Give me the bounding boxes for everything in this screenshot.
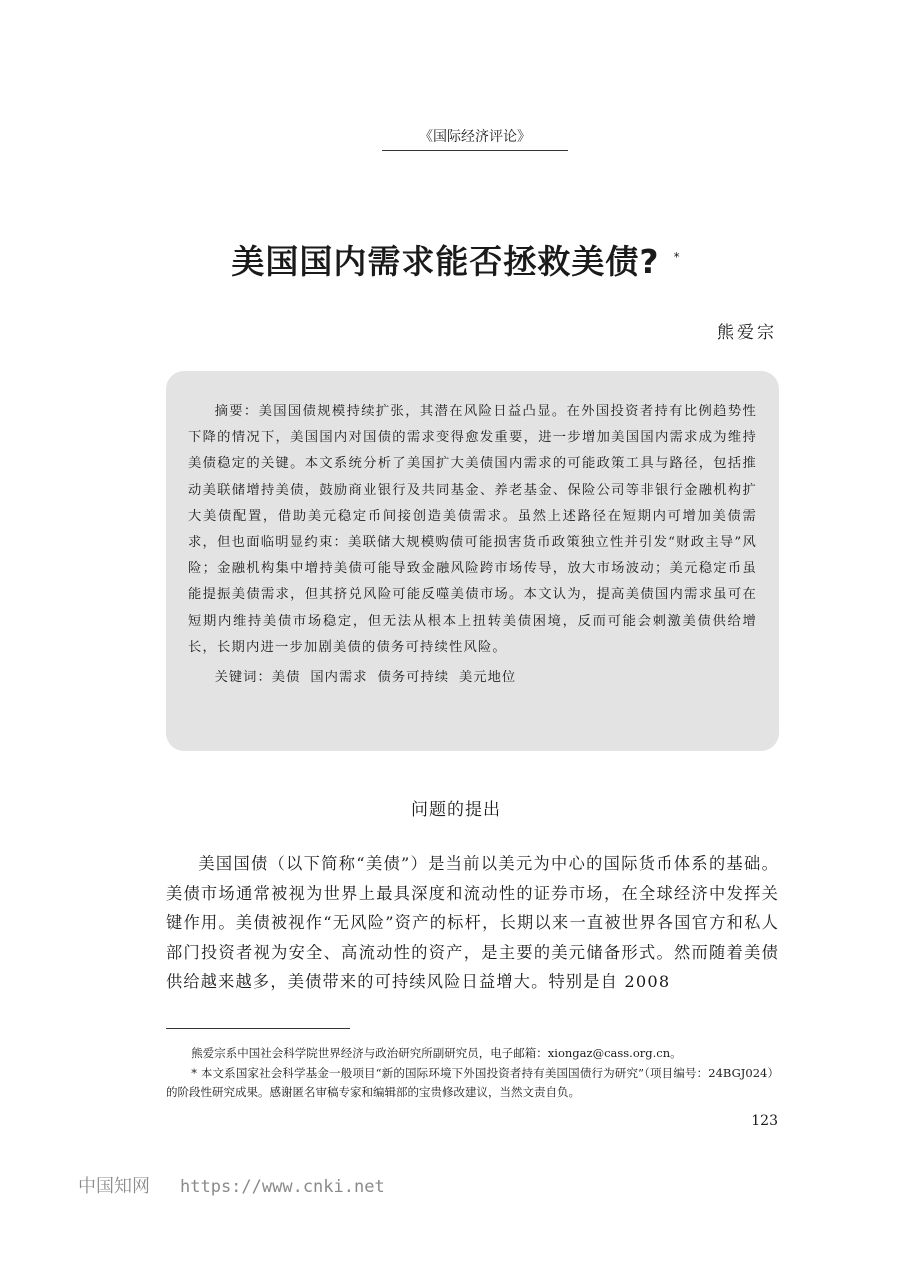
abstract-text: 摘要：美国国债规模持续扩张，其潜在风险日益凸显。在外国投资者持有比例趋势性下降的情况下，美国国内对国债的需求变得愈发重要，进一步增加美国国内需求成为维持美债稳定的关键。本文系统分析了美国扩大美债国内需求的可能政策工具与路径，包括推动美联储增持美债，鼓励商业银行及共同基金、养老基金、保险公司等非银行金融机构扩大美债配置，借助美元稳定币间接创造美债需求。虽然上述路径在短期内可增加美债需求，但也面临明显约束：美联储大规模购债可能损害货币政策独立性并引发“财政主导”风险；金融机构集中增持美债可能导致金融风险跨市场传导，放大市场波动；美元稳定币虽能提振美债需求，但其挤兑风险可能反噬美债市场。本文认为，提高美债国内需求虽可在短期内维持美债市场稳定，但无法从根本上扭转美债困境，反而可能会刺激美债供给增长，长期内进一步加剧美债的债务可持续性风险。: [188, 404, 757, 655]
author-name: 熊爱宗: [717, 323, 777, 343]
watermark: [78, 1172, 385, 1198]
footnote-funding: * 本文系国家社会科学基金一般项目“新的国际环境下外国投资者持有美国国债行为研究”（项目编号：24BGJ024）的阶段性研究成果。感谢匿名审稿专家和编辑部的宝贵修改建议，当然文责自负。: [166, 1065, 779, 1099]
keyword: 美债: [271, 670, 301, 686]
keyword: 国内需求: [310, 670, 368, 686]
journal-name: 《国际经济评论》: [382, 126, 568, 151]
watermark-site-name: 中国知网: [78, 1176, 150, 1197]
watermark-url: https://www.cnki.net: [180, 1177, 385, 1197]
body-paragraph: 美国国债（以下简称“美债”）是当前以美元为中心的国际货币体系的基础。美债市场通常被视为世界上最具深度和流动性的证券市场，在全球经济中发挥关键作用。美债被视作“无风险”资产的标杆，长期以来一直被世界各国官方和私人部门投资者视为安全、高流动性的资产，是主要的美元储备形式。然而随着美债供给越来越多，美债带来的可持续风险日益增大。特别是自 2008: [166, 854, 779, 991]
section-heading: 问题的提出: [411, 800, 501, 820]
article-title-text: 美国国内需求能否拯救美债?: [231, 242, 660, 281]
footnote-author: 熊爱宗系中国社会科学院世界经济与政治研究所副研究员，电子邮箱：xiongaz@cass.org.cn。: [191, 1046, 682, 1060]
page-number: 123: [751, 1113, 778, 1129]
keywords-label: 关键词：: [214, 670, 272, 686]
keyword: 美元地位: [459, 670, 517, 686]
article-title: [0, 236, 912, 283]
title-footnote-mark: *: [673, 250, 681, 264]
footnote-divider: [166, 1028, 350, 1029]
keyword: 债务可持续: [377, 670, 450, 686]
footnotes: [166, 1044, 779, 1103]
abstract-box: [166, 371, 779, 751]
keywords: [188, 665, 757, 691]
